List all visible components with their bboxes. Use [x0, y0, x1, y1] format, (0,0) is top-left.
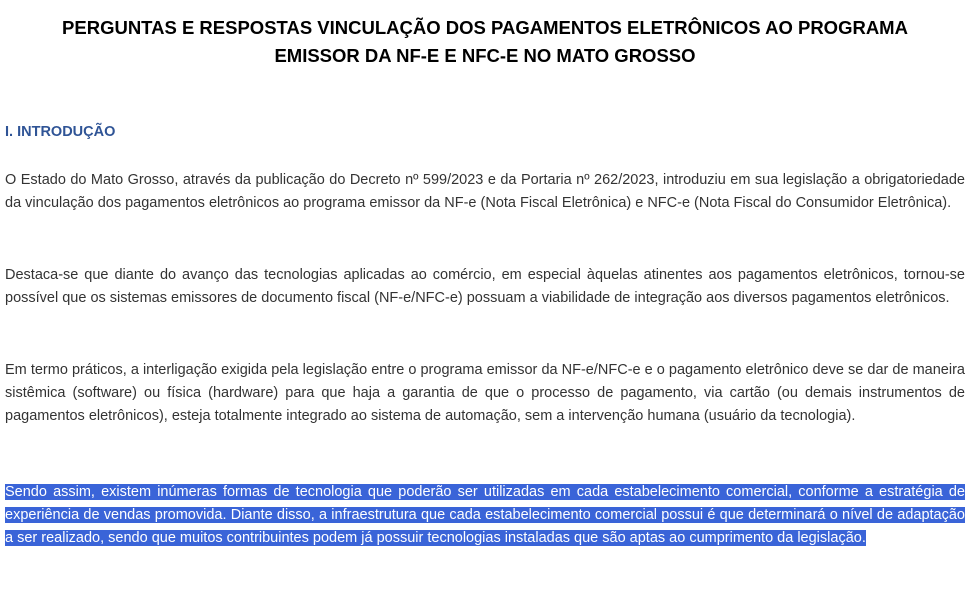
paragraph-selected[interactable] [5, 481, 965, 550]
document-title-line-1: PERGUNTAS E RESPOSTAS VINCULAÇÃO DOS PAGAMENTOS ELETRÔNICOS AO PROGRAMA [62, 17, 908, 38]
paragraph-technology-text: Destaca-se que diante do avanço das tecnologias aplicadas ao comércio, em especial àquelas atinentes aos pagamentos eletrônicos, tornou-se possível que os sistemas emissores de documento fiscal (NF-e/NFC-e) possuam a viabilidade de integração aos diversos pagamentos eletrônicos. [5, 267, 965, 306]
paragraph-interconnection-text: Em termo práticos, a interligação exigida pela legislação entre o programa emissor da NF-e/NFC-e e o pagamento eletrônico deve se dar de maneira sistêmica (software) ou física (hardware) para que haja a garantia de que o processo de pagamento, via cartão (ou demais instrumentos de pagamentos eletrônicos), esteja totalmente integrado ao sistema de automação, sem a intervenção humana (usuário da tecnologia). [5, 362, 965, 424]
selected-text[interactable]: Sendo assim, existem inúmeras formas de tecnologia que poderão ser utilizadas em cada estabelecimento comercial, conforme a estratégia de experiência de vendas promovida. Diante disso, a infraestrutura que cada estabelecimento comercial possui é que determinará o nível de adaptação a ser realizado, sendo que muitos contribuintes podem já possuir tecnologias instaladas que são aptas ao cumprimento da legislação. [5, 484, 965, 546]
document-title [0, 14, 970, 70]
paragraph-intro[interactable] [5, 169, 965, 215]
paragraph-intro-text: O Estado do Mato Grosso, através da publicação do Decreto nº 599/2023 e da Portaria nº 262/2023, introduziu em sua legislação a obrigatoriedade da vinculação dos pagamentos eletrônicos ao programa emissor da NF-e (Nota Fiscal Eletrônica) e NFC-e (Nota Fiscal do Consumidor Eletrônica). [5, 172, 965, 211]
document-title-line-2: EMISSOR DA NF-E E NFC-E NO MATO GROSSO [274, 45, 696, 66]
paragraph-technology[interactable] [5, 264, 965, 310]
section-heading: I. INTRODUÇÃO [5, 124, 116, 140]
paragraph-interconnection[interactable] [5, 359, 965, 428]
